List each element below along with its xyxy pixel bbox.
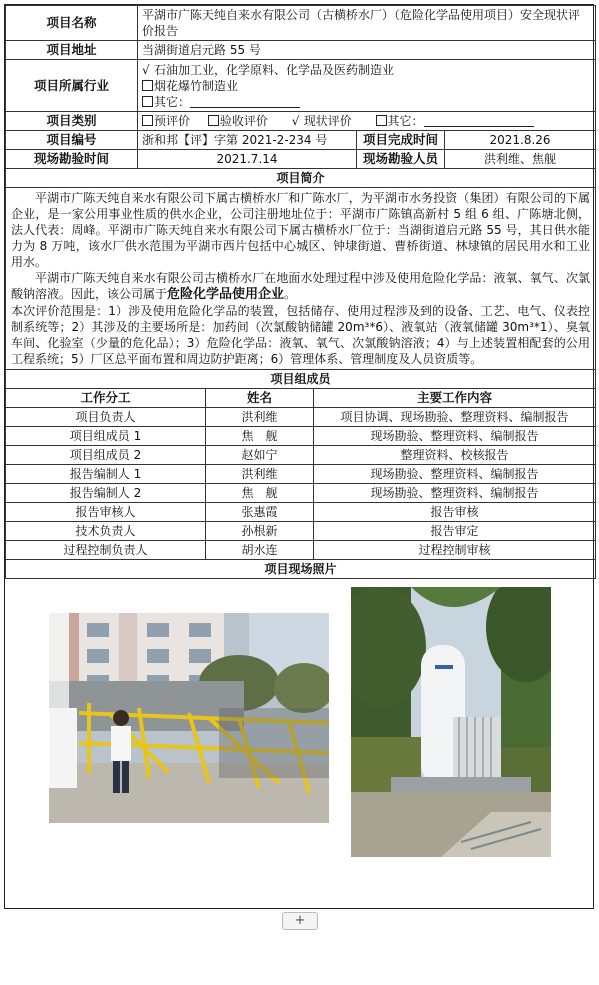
project-info-table bbox=[5, 5, 596, 370]
intro-body bbox=[6, 188, 596, 370]
site-photo-oxygen-tank bbox=[351, 587, 551, 857]
type-option-2: 验收评价 bbox=[208, 114, 268, 128]
project-name-label: 项目名称 bbox=[6, 6, 138, 41]
survey-time-label: 现场勘验时间 bbox=[6, 150, 138, 169]
table-row: 报告编制人 1 洪利维 现场勘验、整理资料、编制报告 bbox=[6, 465, 596, 484]
table-row: 报告审核人 张惠霞 报告审核 bbox=[6, 503, 596, 522]
table-row: 项目负责人 洪利维 项目协调、现场勘验、整理资料、编制报告 bbox=[6, 408, 596, 427]
photos-area bbox=[5, 579, 593, 864]
table-row: 过程控制负责人 胡水连 过程控制审核 bbox=[6, 541, 596, 560]
intro-paragraph-2: 平湖市广陈天纯自来水有限公司古横桥水厂在地面水处理过程中涉及使用危险化学品：液氧、氧气、次氯酸钠溶液。因此，该公司属于危险化学品使用企业。 bbox=[11, 271, 591, 302]
project-type-label: 项目类别 bbox=[6, 112, 138, 131]
column-header: 姓名 bbox=[206, 389, 314, 408]
completion-time-label: 项目完成时间 bbox=[357, 131, 445, 150]
checkbox-icon bbox=[142, 96, 153, 107]
enterprise-type-highlight: 危险化学品使用企业 bbox=[167, 287, 285, 302]
table-row: 技术负责人 孙根新 报告审定 bbox=[6, 522, 596, 541]
industry-option-2: 烟花爆竹制造业 bbox=[142, 78, 591, 94]
column-header: 主要工作内容 bbox=[314, 389, 596, 408]
checkbox-icon bbox=[142, 115, 153, 126]
table-row: 报告编制人 2 焦 舰 现场勘验、整理资料、编制报告 bbox=[6, 484, 596, 503]
project-type-options bbox=[138, 112, 596, 131]
survey-people-label: 现场勘验人员 bbox=[357, 150, 445, 169]
project-address-value: 当湖街道启元路 55 号 bbox=[138, 41, 596, 60]
gate-photo-image bbox=[49, 613, 329, 823]
members-title: 项目组成员 bbox=[6, 370, 596, 389]
members-table bbox=[5, 369, 596, 579]
expand-button[interactable]: + bbox=[282, 912, 318, 930]
industry-options bbox=[138, 60, 596, 112]
project-number-value: 浙和邦【评】字第 2021-2-234 号 bbox=[138, 131, 357, 150]
intro-paragraph-1: 平湖市广陈天纯自来水有限公司下属古横桥水厂和广陈水厂，为平湖市水务投资（集团）有限公司的下属企业，是一家公用事业性质的供水企业，公司注册地址位于：平湖市广陈镇高新村 5 组 6 组、广陈塘北侧，法人代表：周峰。平湖市广陈天纯自来水有限公司下属古横桥水厂位于：当湖街道启元路 55 号，其日供水能力为 8 万吨，该水厂供水范围为平湖市西片包括中心城区、钟埭街道、曹桥街道、林埭镇的居民用水和工业用水。 bbox=[11, 191, 591, 269]
checkbox-icon bbox=[142, 80, 153, 91]
industry-option-3: 其它： bbox=[142, 94, 591, 110]
completion-time-value: 2021.8.26 bbox=[445, 131, 596, 150]
project-name-value: 平湖市广陈天纯自来水有限公司（古横桥水厂）（危险化学品使用项目）安全现状评价报告 bbox=[138, 6, 596, 41]
table-row: 项目组成员 2 赵如宁 整理资料、校核报告 bbox=[6, 446, 596, 465]
blank-line bbox=[190, 95, 300, 108]
type-option-4: 其它： bbox=[376, 114, 534, 128]
check-mark: √ bbox=[142, 62, 150, 77]
blank-line bbox=[424, 114, 534, 127]
survey-time-value: 2021.7.14 bbox=[138, 150, 357, 169]
industry-option-1: √ 石油加工业，化学原料、化学品及医药制造业 bbox=[142, 62, 395, 77]
industry-label: 项目所属行业 bbox=[6, 60, 138, 112]
site-photo-gate bbox=[49, 613, 329, 823]
intro-title: 项目简介 bbox=[6, 169, 596, 188]
report-sheet bbox=[4, 4, 594, 909]
intro-paragraph-3: 本次评价范围是：1）涉及使用危险化学品的装置，包括储存、使用过程涉及到的设备、工艺、电气、仪表控制系统等；2）其涉及的主要场所是：加药间（次氯酸钠储罐 20m³*6）、液氧站（液氧储罐 30m³*1）、臭氧车间、化验室（少量的危化品）；3）危险化学品：液氧、氧气、次氯酸钠溶液；4）与上述装置相配套的公用工程系统；5）厂区总平面布置和周边防护距离；6）管理体系、管理制度及人员资质等。 bbox=[11, 304, 591, 366]
tank-photo-image bbox=[351, 587, 551, 857]
photos-title: 项目现场照片 bbox=[6, 560, 596, 579]
checkbox-icon bbox=[208, 115, 219, 126]
check-mark: √ bbox=[291, 114, 300, 128]
project-number-label: 项目编号 bbox=[6, 131, 138, 150]
project-address-label: 项目地址 bbox=[6, 41, 138, 60]
type-option-1: 预评价 bbox=[142, 114, 190, 128]
checkbox-icon bbox=[376, 115, 387, 126]
type-option-3: √ 现状评价 bbox=[291, 114, 352, 128]
survey-people-value: 洪利维、焦舰 bbox=[445, 150, 596, 169]
members-header-row bbox=[6, 389, 596, 408]
table-row: 项目组成员 1 焦 舰 现场勘验、整理资料、编制报告 bbox=[6, 427, 596, 446]
column-header: 工作分工 bbox=[6, 389, 206, 408]
